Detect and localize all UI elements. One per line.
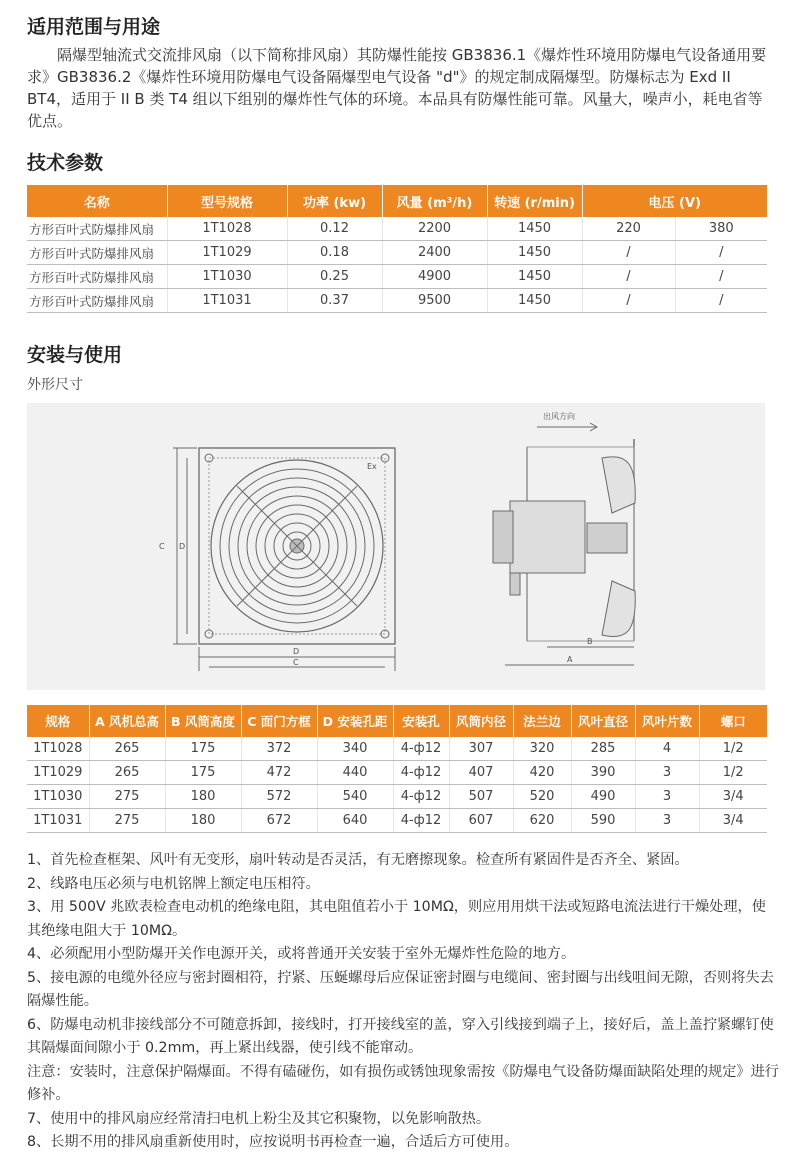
table-cell: 372 [241, 737, 317, 761]
dimension-drawing [27, 403, 765, 690]
dim-header-c: C 面门方框 [241, 705, 317, 737]
table-cell: 180 [165, 809, 241, 833]
table-row [27, 289, 767, 313]
dim-header-b: B 风筒高度 [165, 705, 241, 737]
table-cell: 572 [241, 785, 317, 809]
dim-header-thread: 螺口 [699, 705, 767, 737]
table-cell: 方形百叶式防爆排风扇 [27, 265, 167, 289]
table-cell: 3 [635, 809, 699, 833]
table-cell: 307 [449, 737, 513, 761]
table-cell: 9500 [382, 289, 487, 313]
note-item: 3、用 500V 兆欧表检查电动机的绝缘电阻，其电阻值若小于 10MΩ，则应用用烘干法或短路电流法进行干燥处理，使其绝缘电阻大于 10MΩ。 [27, 899, 766, 939]
table-cell: 1T1030 [27, 785, 89, 809]
dim-header-flange: 法兰边 [513, 705, 571, 737]
table-cell: / [582, 265, 675, 289]
section-title-specs: 技术参数 [27, 152, 104, 174]
dim-header-blade-dia: 风叶直径 [571, 705, 635, 737]
section-title-scope: 适用范围与用途 [27, 16, 161, 38]
table-cell: 1T1028 [27, 737, 89, 761]
table-row [27, 785, 767, 809]
fan-dimension-svg [27, 403, 765, 690]
note-item: 6、防爆电动机非接线部分不可随意拆卸，接线时，打开接线室的盖，穿入引线接到端子上，接好后，盖上盖拧紧螺钉使其隔爆面间隙小于 0.2mm，再上紧出线器，使引线不能窜动。 [27, 1016, 774, 1056]
dim-header-spec: 规格 [27, 705, 89, 737]
table-cell: 275 [89, 785, 165, 809]
note-item: 8、长期不用的排风扇重新使用时，应按说明书再检查一遍，合适后方可使用。 [27, 1134, 519, 1150]
table-cell: 275 [89, 809, 165, 833]
specs-header-model: 型号规格 [167, 185, 287, 217]
table-cell: 1T1031 [167, 289, 287, 313]
table-cell: 0.25 [287, 265, 382, 289]
dimensions-table [27, 705, 767, 833]
dim-header-a: A 风机总高 [89, 705, 165, 737]
table-cell: 方形百叶式防爆排风扇 [27, 217, 167, 241]
table-row [27, 737, 767, 761]
table-cell: 1T1030 [167, 265, 287, 289]
airflow-direction-label: 出风方向 [543, 412, 575, 421]
note-item: 5、接电源的电缆外径应与密封圈相符，拧紧、压蜒螺母后应保证密封圈与电缆间、密封圈与出线咀间无隙，否则将失去隔爆性能。 [27, 969, 774, 1009]
table-cell: 180 [165, 785, 241, 809]
table-cell: 507 [449, 785, 513, 809]
table-cell: 2200 [382, 217, 487, 241]
table-cell: 1T1028 [167, 217, 287, 241]
table-cell: 4-ф12 [393, 761, 449, 785]
table-row [27, 217, 767, 241]
table-cell: 220 [582, 217, 675, 241]
table-cell: 672 [241, 809, 317, 833]
note-item: 2、线路电压必须与电机铭牌上额定电压相符。 [27, 875, 320, 892]
dim-header-duct: 风筒内径 [449, 705, 513, 737]
table-cell: / [675, 265, 767, 289]
table-cell: 380 [675, 217, 767, 241]
table-cell: 3 [635, 761, 699, 785]
table-cell: / [582, 289, 675, 313]
specs-table-header [27, 185, 767, 217]
table-cell: 4-ф12 [393, 785, 449, 809]
table-cell: 1450 [487, 265, 582, 289]
table-cell: / [675, 289, 767, 313]
table-cell: 方形百叶式防爆排风扇 [27, 241, 167, 265]
table-cell: 490 [571, 785, 635, 809]
table-cell: 0.12 [287, 217, 382, 241]
table-cell: 方形百叶式防爆排风扇 [27, 289, 167, 313]
table-cell: 607 [449, 809, 513, 833]
dim-label-d: D [179, 542, 186, 551]
note-item: 4、必须配用小型防爆开关作电源开关，或将普通开关安装于室外无爆炸性危险的地方。 [27, 946, 576, 962]
specs-header-airflow: 风量 (m³/h) [382, 185, 487, 217]
specs-header-voltage: 电压 (V) [582, 185, 767, 217]
specs-header-power: 功率 (kw) [287, 185, 382, 217]
table-cell: 420 [513, 761, 571, 785]
note-item: 1、首先检查框架、风叶有无变形，扇叶转动是否灵活，有无磨擦现象。检查所有紧固件是否齐全、紧固。 [27, 852, 689, 868]
table-cell: 265 [89, 761, 165, 785]
usage-notes [27, 849, 779, 1155]
dim-label-d-bottom: D [293, 647, 300, 656]
table-cell: 1450 [487, 217, 582, 241]
ex-mark-label: Ex [367, 462, 377, 471]
dim-label-c-bottom: C [293, 658, 299, 667]
table-cell: 3/4 [699, 785, 767, 809]
table-cell: 2400 [382, 241, 487, 265]
table-cell: / [675, 241, 767, 265]
section-title-install: 安装与使用 [27, 344, 123, 366]
table-row [27, 265, 767, 289]
note-item: 7、使用中的排风扇应经常清扫电机上粉尘及其它积聚物，以免影响散热。 [27, 1110, 491, 1127]
dim-header-d: D 安装孔距 [317, 705, 393, 737]
table-cell: 1T1031 [27, 809, 89, 833]
table-cell: 265 [89, 737, 165, 761]
table-cell: 320 [513, 737, 571, 761]
dimensions-subtitle: 外形尺寸 [27, 377, 83, 393]
specs-table [27, 185, 767, 313]
table-cell: 390 [571, 761, 635, 785]
dim-label-b: B [587, 637, 593, 646]
table-row [27, 761, 767, 785]
table-cell: 1/2 [699, 761, 767, 785]
table-cell: 1/2 [699, 737, 767, 761]
dim-label-c: C [159, 542, 165, 551]
table-cell: / [582, 241, 675, 265]
table-row [27, 809, 767, 833]
table-cell: 540 [317, 785, 393, 809]
table-cell: 520 [513, 785, 571, 809]
specs-header-name: 名称 [27, 185, 167, 217]
table-cell: 620 [513, 809, 571, 833]
table-cell: 0.37 [287, 289, 382, 313]
note-warning: 注意：安装时，注意保护隔爆面。不得有磕碰伤，如有损伤或锈蚀现象需按《防爆电气设备防爆面缺陷处理的规定》进行修补。 [27, 1063, 779, 1103]
table-cell: 440 [317, 761, 393, 785]
table-cell: 175 [165, 761, 241, 785]
table-cell: 1T1029 [27, 761, 89, 785]
table-cell: 472 [241, 761, 317, 785]
table-cell: 1T1029 [167, 241, 287, 265]
scope-paragraph: 隔爆型轴流式交流排风扇（以下简称排风扇）其防爆性能按 GB3836.1《爆炸性环境用防爆电气设备通用要求》GB3836.2《爆炸性环境用防爆电气设备隔爆型电气设备 "d"》的规定制成隔爆型。防爆标志为 Exd II BT4，适用于 II B 类 T4 组以下组别的爆炸性气体的环境。本品具有防爆性能可靠。风量大，噪声小，耗电省等优点。 [27, 46, 767, 130]
specs-header-speed: 转速 (r/min) [487, 185, 582, 217]
table-cell: 4-ф12 [393, 809, 449, 833]
table-cell: 4 [635, 737, 699, 761]
table-cell: 175 [165, 737, 241, 761]
table-cell: 0.18 [287, 241, 382, 265]
table-cell: 1450 [487, 289, 582, 313]
table-cell: 640 [317, 809, 393, 833]
dimensions-table-header [27, 705, 767, 737]
table-cell: 3 [635, 785, 699, 809]
table-row [27, 241, 767, 265]
dim-header-blade-count: 风叶片数 [635, 705, 699, 737]
table-cell: 1450 [487, 241, 582, 265]
table-cell: 4900 [382, 265, 487, 289]
table-cell: 285 [571, 737, 635, 761]
dim-label-a: A [567, 655, 573, 664]
table-cell: 3/4 [699, 809, 767, 833]
table-cell: 590 [571, 809, 635, 833]
table-cell: 407 [449, 761, 513, 785]
table-cell: 340 [317, 737, 393, 761]
dim-header-hole: 安装孔 [393, 705, 449, 737]
table-cell: 4-ф12 [393, 737, 449, 761]
